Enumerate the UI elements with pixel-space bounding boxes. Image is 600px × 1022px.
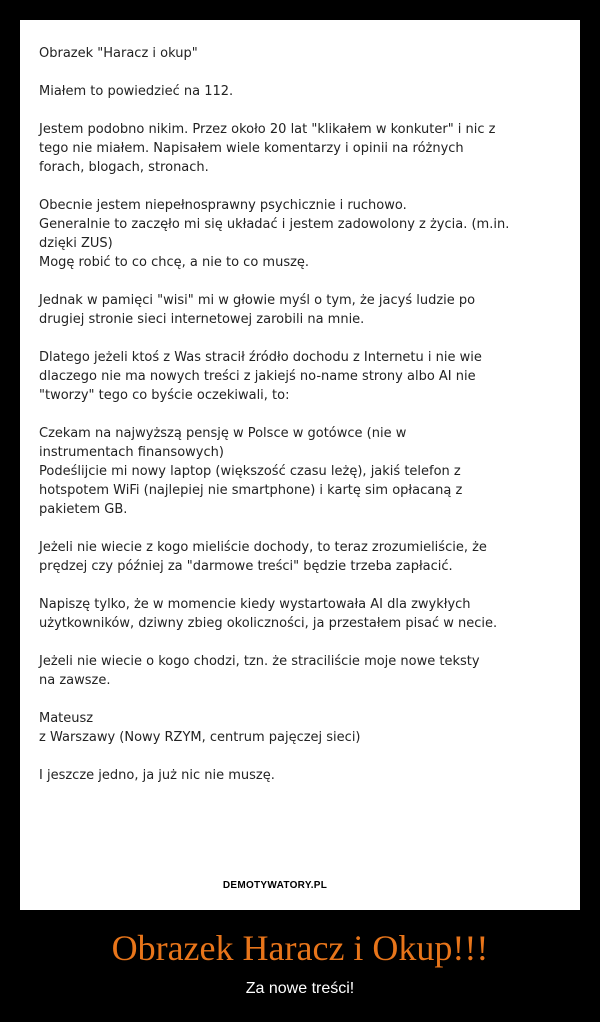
text-line: Czekam na najwyższą pensję w Polsce w gotówce (nie w	[39, 426, 407, 441]
text-paragraph	[39, 595, 539, 633]
text-line: hotspotem WiFi (najlepiej nie smartphone) i kartę sim opłacaną z	[39, 483, 463, 498]
text-line: Mogę robić to co chcę, a nie to co muszę.	[39, 255, 310, 270]
text-paragraph	[39, 652, 539, 690]
text-paragraph	[39, 291, 539, 329]
text-line: Jednak w pamięci "wisi" mi w głowie myśl o tym, że jacyś ludzie po	[39, 293, 476, 308]
text-paragraph	[39, 424, 539, 519]
text-paragraph	[39, 196, 539, 272]
poster-text	[39, 44, 539, 804]
text-line: Jeżeli nie wiecie z kogo mieliście dochody, to teraz zrozumieliście, że	[39, 540, 487, 555]
text-paragraph	[39, 348, 539, 405]
text-line: dzięki ZUS)	[39, 236, 113, 251]
text-line: Obrazek "Haracz i okup"	[39, 46, 198, 61]
text-line: użytkowników, dziwny zbieg okoliczności, ja przestałem pisać w necie.	[39, 616, 498, 631]
text-paragraph	[39, 709, 539, 747]
text-line: "tworzy" tego co byście oczekiwali, to:	[39, 388, 290, 403]
text-paragraph	[39, 82, 539, 101]
text-line: Miałem to powiedzieć na 112.	[39, 84, 234, 99]
text-line: Napiszę tylko, że w momencie kiedy wystartowała AI dla zwykłych	[39, 597, 471, 612]
site-watermark: DEMOTYWATORY.PL	[195, 877, 355, 895]
text-paragraph	[39, 766, 539, 785]
text-line: Dlatego jeżeli ktoś z Was stracił źródło dochodu z Internetu i nie wie	[39, 350, 482, 365]
text-paragraph	[39, 120, 539, 177]
text-line: dlaczego nie ma nowych treści z jakiejś no-name strony albo AI nie	[39, 369, 476, 384]
text-line: Jestem podobno nikim. Przez około 20 lat "klikałem w konkuter" i nic z	[39, 122, 496, 137]
text-line: na zawsze.	[39, 673, 111, 688]
caption-subtitle: Za nowe treści!	[245, 980, 355, 997]
text-line: z Warszawy (Nowy RZYM, centrum pajęczej sieci)	[39, 730, 361, 745]
text-paragraph	[39, 538, 539, 576]
text-line: drugiej stronie sieci internetowej zarobili na mnie.	[39, 312, 365, 327]
text-line: Obecnie jestem niepełnosprawny psychicznie i ruchowo.	[39, 198, 407, 213]
text-line: instrumentach finansowych)	[39, 445, 224, 460]
text-line: Podeślijcie mi nowy laptop (większość czasu leżę), jakiś telefon z	[39, 464, 461, 479]
text-line: Generalnie to zaczęło mi się układać i jestem zadowolony z życia. (m.in.	[39, 217, 510, 232]
text-line: tego nie miałem. Napisałem wiele komentarzy i opinii na różnych	[39, 141, 464, 156]
text-paragraph	[39, 44, 539, 63]
text-line: pakietem GB.	[39, 502, 128, 517]
text-line: forach, blogach, stronach.	[39, 160, 209, 175]
caption-title: Obrazek Haracz i Okup!!!	[111, 928, 489, 968]
text-line: Mateusz	[39, 711, 94, 726]
text-line: Jeżeli nie wiecie o kogo chodzi, tzn. że straciliście moje nowe teksty	[39, 654, 480, 669]
text-line: prędzej czy później za "darmowe treści" będzie trzeba zapłacić.	[39, 559, 453, 574]
text-line: I jeszcze jedno, ja już nic nie muszę.	[39, 768, 275, 783]
